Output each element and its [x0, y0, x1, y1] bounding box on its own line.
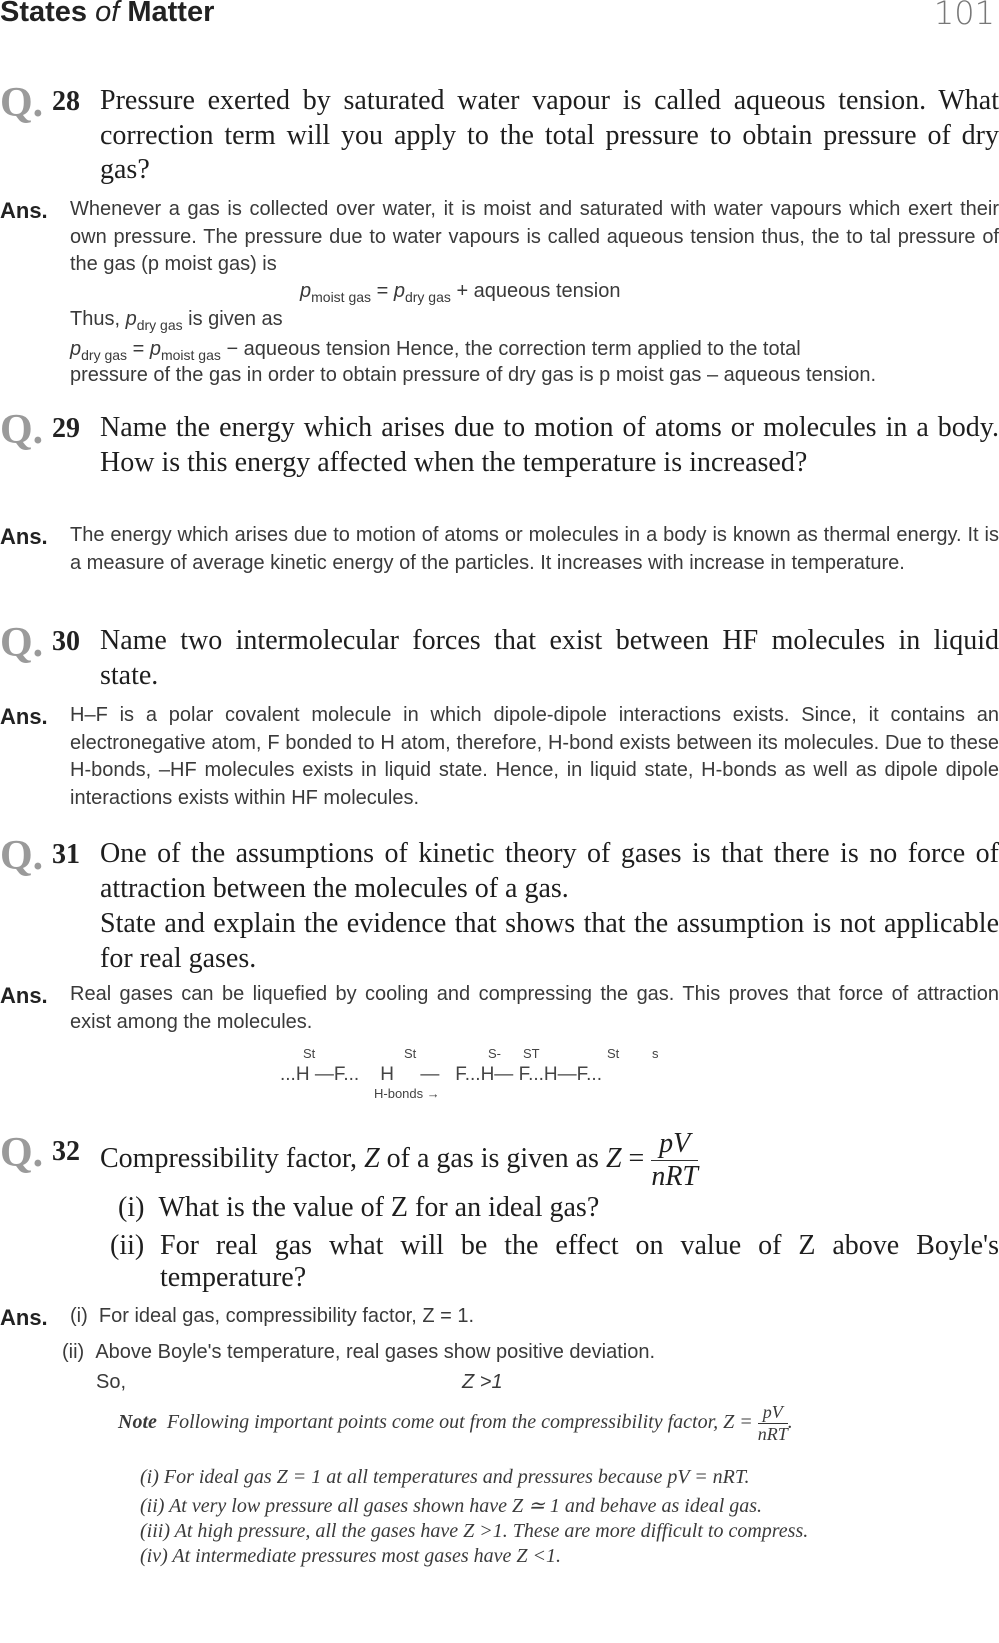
- question-text: Name the energy which arises due to motion of atoms or molecules in a body. How is this energy affected when the temperature is increased?: [100, 412, 999, 478]
- sub-question-ii: (ii) For real gas what will be the effect on value of Z above Boyle's temperature?: [110, 1230, 999, 1293]
- label-st: St: [404, 1046, 417, 1061]
- q-marker: Q.: [0, 1130, 44, 1176]
- label-st: ST: [523, 1046, 540, 1061]
- q-marker: Q.: [0, 620, 44, 666]
- answer-label: Ans.: [0, 198, 48, 223]
- q-marker: Q.: [0, 833, 44, 879]
- answer-i: (i) For ideal gas, compressibility factor, Z = 1.: [70, 1305, 475, 1327]
- answer-text: H–F is a polar covalent molecule in which dipole-dipole interactions exists. Since, it contains an electronegative atom, F bonded to H atom, therefore, H-bond exists between its molecules. Due to these H-bonds, –HF molecules exists in liquid state. Hence, in liquid state, H-bonds as well as dipole dipole interactions exists within HF molecules.: [70, 704, 999, 809]
- equation-moist-gas: $p_{moist gas} = p_{dry gas}$ + aqueous tension: [300, 280, 621, 305]
- question-text: One of the assumptions of kinetic theory of gases is that there is no force of attraction between the molecules of a gas.: [100, 838, 999, 904]
- note-fraction: $\frac{pV}{\text{nRT}}$: [757, 1402, 788, 1444]
- answer-text: Real gases can be liquefied by cooling and compressing the gas. This proves that force of attraction exist among the molecules.: [70, 983, 999, 1033]
- label-st: St: [303, 1046, 316, 1061]
- answer-text: Whenever a gas is collected over water, it is moist and saturated with water vapours which exert their own pressure. The pressure due to water vapours is called aqueous tension thus, the to tal pressure of the gas (p moist gas) is: [70, 198, 999, 275]
- answer-text: The energy which arises due to motion of atoms or molecules in a body is known as thermal energy. It is a measure of average kinetic energy of the particles. It increases with increase in temperature.: [70, 524, 999, 574]
- label-s: S-: [488, 1046, 501, 1061]
- question-number: 32: [52, 1136, 80, 1167]
- question-number: 28: [52, 86, 80, 117]
- note-label: Note: [118, 1411, 157, 1434]
- note-point-iv: (iv) At intermediate pressures most gases have Z <1.: [140, 1545, 562, 1567]
- note-text: Following important points come out from the compressibility factor, Z =: [166, 1411, 753, 1434]
- question-text: Name two intermolecular forces that exist between HF molecules in liquid state.: [100, 625, 999, 691]
- label-st: St: [607, 1046, 620, 1061]
- answer-label: Ans.: [0, 524, 48, 549]
- hf-hbond-diagram: [280, 1046, 720, 1106]
- question-number: 31: [52, 839, 80, 870]
- answer-ii: (ii) Above Boyle's temperature, real gases show positive deviation.: [62, 1341, 656, 1363]
- question-text: Pressure exerted by saturated water vapour is called aqueous tension. What correction term will you apply to the total pressure to obtain pressure of dry gas?: [100, 85, 999, 185]
- note-block: Note Following important points come out from the compressibility factor, Z = $\frac{pV}{\text{nRT}}$ .: [118, 1402, 793, 1444]
- answer-label: Ans.: [0, 704, 48, 729]
- thus-line: Thus, $p_{dry gas}$ is given as: [70, 308, 283, 333]
- q-marker: Q.: [0, 80, 44, 126]
- page-header: [0, 0, 999, 40]
- question-text: Compressibility factor, Z of a gas is given as Z = $\frac{pV}{\text{nRT}}$: [100, 1128, 698, 1192]
- note-point-i: (i) For ideal gas Z = 1 at all temperatures and pressures because pV = nRT.: [140, 1466, 750, 1488]
- hf-chain: ...H —F... H — F...H— F...H—F...: [280, 1064, 602, 1085]
- label-s: s: [652, 1046, 659, 1061]
- hbond-label: H-bonds →: [374, 1086, 440, 1101]
- question-number: 29: [52, 413, 80, 444]
- equation-dry-gas: $p_{dry gas} = p_{moist gas}$ − aqueous tension Hence, the correction term applied to the total: [70, 338, 801, 363]
- q-marker: Q.: [0, 407, 44, 453]
- fraction-pv-nrt: $\frac{pV}{\text{nRT}}$: [651, 1128, 698, 1192]
- chapter-title: States of Matter: [0, 0, 215, 28]
- sub-question-i: (i) What is the value of Z for an ideal gas?: [118, 1192, 600, 1223]
- question-number: 30: [52, 626, 80, 657]
- page-number: 101: [933, 0, 995, 32]
- note-point-ii: (ii) At very low pressure all gases shown have Z ≃ 1 and behave as ideal gas.: [140, 1495, 763, 1517]
- answer-label: Ans.: [0, 1305, 48, 1330]
- question-text-2: State and explain the evidence that shows that the assumption is not applicable for real gases.: [100, 908, 999, 974]
- note-point-iii: (iii) At high pressure, all the gases have Z >1. These are more difficult to compress.: [140, 1520, 809, 1542]
- answer-conclusion: pressure of the gas in order to obtain pressure of dry gas is p moist gas – aqueous tension.: [70, 364, 877, 386]
- so-equation: Z >1: [462, 1371, 503, 1393]
- so-label: So,: [96, 1371, 127, 1393]
- answer-label: Ans.: [0, 983, 48, 1008]
